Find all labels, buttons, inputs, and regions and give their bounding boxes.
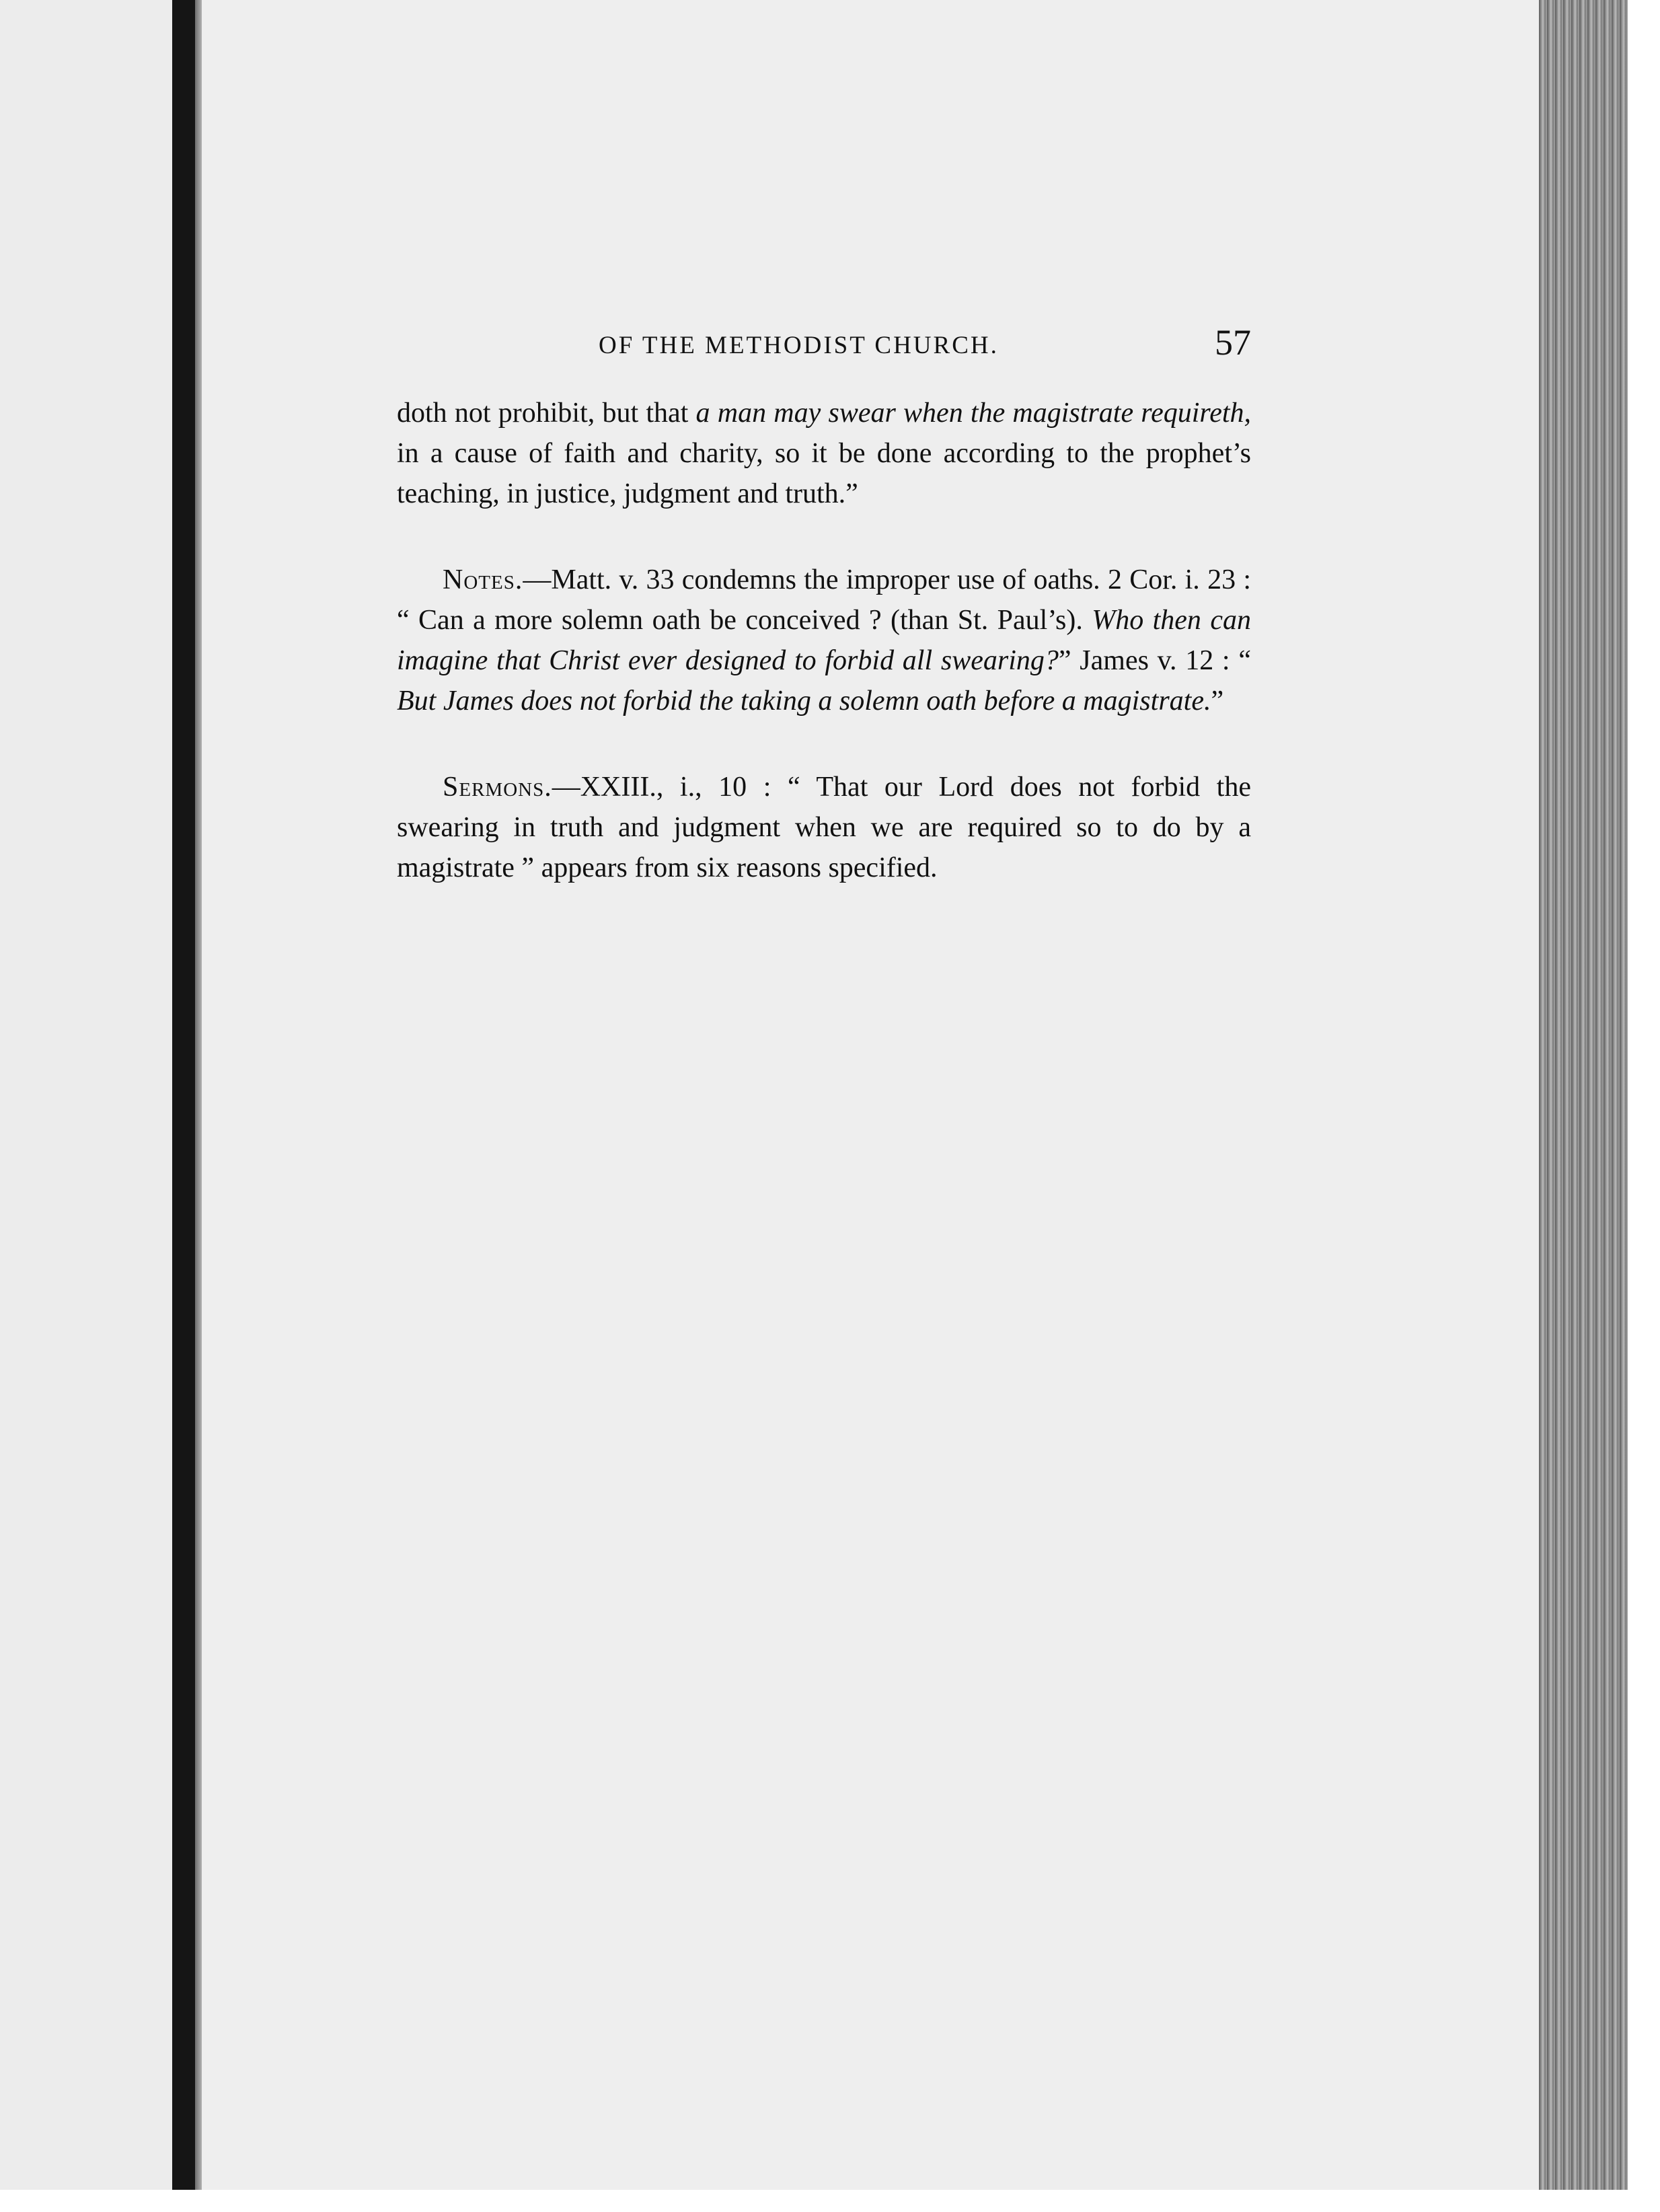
continued-paragraph	[397, 393, 1251, 514]
page-header	[397, 322, 1251, 369]
page-body	[397, 393, 1251, 888]
notes-label: Notes.	[443, 564, 523, 595]
paragraph-text: ” James v. 12 : “	[1058, 645, 1251, 676]
sermons-label: Sermons.	[443, 772, 552, 803]
paragraph-text: —Matt. v. 33 condemns the improper use of oaths. 2 Cor. i. 23 : “ Can a more solemn oath be conceived ? (than St. Paul’s).	[397, 564, 1251, 636]
italic-quote: Who then can imagine that Christ ever designed to forbid all swearing?	[397, 605, 1251, 676]
italic-quote: But James does not forbid the taking a solemn oath before a magistrate.	[397, 686, 1211, 716]
italic-quote: a man may swear when the magistrate requireth,	[695, 398, 1251, 429]
paragraph-text: ”	[1211, 686, 1224, 716]
page-number: 57	[1215, 322, 1251, 363]
sermons-paragraph	[397, 767, 1251, 888]
book-gutter	[172, 0, 195, 2190]
notes-paragraph	[397, 560, 1251, 721]
paragraph-text: in a cause of faith and charity, so it be done according to the prophet’s teaching, in justice, judgment and truth.”	[397, 438, 1251, 509]
scan-margin	[1628, 0, 1660, 2212]
previous-page-edge	[0, 0, 174, 2212]
running-head: OF THE METHODIST CHURCH.	[599, 332, 999, 359]
page-block-edge	[1539, 0, 1631, 2190]
paragraph-text: doth not prohibit, but that	[397, 398, 696, 429]
paragraph-text: —XXIII., i., 10 : “ That our Lord does not forbid the swearing in truth and judgment when we are required so to do by a magistrate ” appears from six reasons specified.	[397, 772, 1251, 883]
scan-bottom-margin	[0, 2190, 1660, 2212]
